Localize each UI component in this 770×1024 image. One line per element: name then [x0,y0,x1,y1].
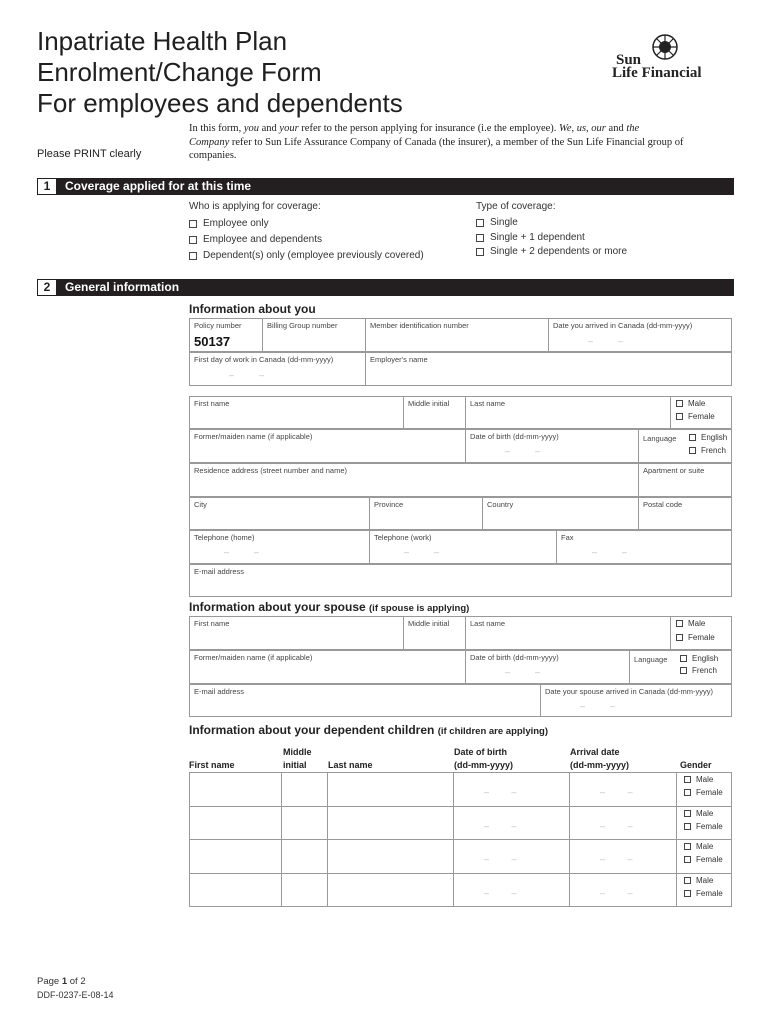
col-last-name: Last name [328,760,373,770]
you-row-email [189,564,732,597]
checkbox[interactable] [680,667,687,674]
col-arrival-2: (dd-mm-yyyy) [570,760,630,770]
child-3-male-option[interactable] [684,842,713,851]
phone-separators: – – [224,547,260,557]
checkbox[interactable] [476,219,484,227]
date-separators: – – [580,701,616,711]
option-label: Female [688,633,715,642]
intro-text: In this form, [189,123,244,134]
date-separators: – – [484,821,517,831]
date-separators: – – [484,854,517,864]
spouse-middle-initial-label: Middle initial [408,619,450,628]
first-day-label: First day of work in Canada (dd-mm-yyyy) [194,355,334,364]
city-label: City [194,500,207,509]
heading-note: (if children are applying) [437,726,549,737]
checkbox[interactable] [476,234,484,242]
section-number: 1 [37,178,57,195]
spouse-gender-female-option[interactable] [676,633,715,642]
row-divider [189,839,732,840]
checkbox[interactable] [189,252,197,260]
tel-work-label: Telephone (work) [374,533,432,542]
col-middle-initial-2: initial [283,760,307,770]
intro-text: you [243,123,259,134]
heading-text: Information about your dependent children [189,723,435,737]
date-separators: – – [505,446,541,456]
former-name-label: Former/maiden name (if applicable) [194,432,313,441]
divider [365,352,366,386]
phone-separators: – – [404,547,440,557]
page-number: 1 [61,976,68,987]
divider [482,497,483,530]
row-divider [189,873,732,874]
checkbox[interactable] [684,856,691,863]
date-separators: – – [505,667,541,677]
option-label: Female [696,855,723,864]
divider [369,530,370,564]
postal-label: Postal code [643,500,683,509]
option-label: Male [688,399,706,408]
page-indicator [37,976,86,987]
checkbox[interactable] [684,843,691,850]
fax-label: Fax [561,533,574,542]
option-label: Employee only [203,218,269,229]
spouse-dob-label: Date of birth (dd-mm-yyyy) [470,653,559,662]
dob-label: Date of birth (dd-mm-yyyy) [470,432,559,441]
divider [548,318,549,352]
date-separators: – – [600,787,633,797]
option-label: Male [696,842,714,851]
language-english-option[interactable] [689,433,727,442]
intro-text: and [259,123,280,134]
date-separators: – – [229,370,265,380]
divider [403,616,404,650]
divider [670,616,671,650]
date-separators: – – [484,888,517,898]
divider [629,650,630,684]
spouse-first-name-label: First name [194,619,230,628]
divider [670,396,671,429]
checkbox[interactable] [689,447,696,454]
option-label: Male [696,775,714,784]
you-row-name [189,396,732,429]
option-single-plus-2[interactable] [476,246,627,257]
section-title: Coverage applied for at this time [65,179,252,193]
checkbox[interactable] [676,620,683,627]
option-label: Female [696,788,723,797]
divider [369,497,370,530]
divider [540,684,541,717]
intro-text: refer to Sun Life Assurance Company of Canada (the insurer), a member of the Sun Life Financial group of companies. [189,136,684,161]
spouse-language-french-option[interactable] [680,666,717,675]
date-separators: – – [588,336,624,346]
sun-life-logo [612,30,737,84]
checkbox[interactable] [680,655,687,662]
divider [365,318,366,352]
checkbox[interactable] [684,823,691,830]
option-label: Female [696,889,723,898]
checkbox[interactable] [676,400,683,407]
intro-text: refer to the person applying for insurance (i.e the employee). [298,123,560,134]
spouse-former-name-label: Former/maiden name (if applicable) [194,653,313,662]
option-dependents-only[interactable] [189,250,424,261]
info-about-children-heading [189,723,548,737]
option-label: French [701,446,726,455]
date-arrived-label: Date you arrived in Canada (dd-mm-yyyy) [553,321,693,330]
employer-label: Employer's name [370,355,428,364]
child-1-female-option[interactable] [684,788,723,797]
divider [465,616,466,650]
child-3-female-option[interactable] [684,855,723,864]
type-coverage-label: Type of coverage: [476,201,556,212]
divider [638,497,639,530]
child-4-female-option[interactable] [684,889,723,898]
checkbox[interactable] [676,634,683,641]
option-employee-only[interactable] [189,218,269,229]
title-line-2: Enrolment/Change Form [37,57,322,87]
heading-note: (if spouse is applying) [369,603,470,614]
checkbox[interactable] [684,776,691,783]
col-gender: Gender [680,760,712,770]
sun-logo-icon [648,30,682,64]
you-row-telephone [189,530,732,564]
checkbox[interactable] [189,220,197,228]
print-clearly-note: Please PRINT clearly [37,148,142,160]
date-separators: – – [600,888,633,898]
language-label: Language [643,434,677,443]
email-label: E-mail address [194,567,245,576]
child-2-male-option[interactable] [684,809,713,818]
form-code: DDF-0237-E-08-14 [37,990,114,1000]
option-single[interactable] [476,217,518,228]
checkbox[interactable] [689,434,696,441]
option-label: Single + 1 dependent [490,232,585,243]
divider [465,650,466,684]
section-1-header [37,178,734,195]
divider [556,530,557,564]
option-label: Dependent(s) only (employee previously covered) [203,250,424,261]
col-dob-1: Date of birth [454,747,507,757]
page-text: of 2 [67,976,86,987]
policy-number-value[interactable]: 50137 [194,334,231,349]
col-first-name: First name [189,760,235,770]
option-label: English [692,654,719,663]
option-employee-dependents[interactable] [189,234,322,245]
intro-paragraph [189,122,729,163]
member-id-label: Member identification number [370,321,469,330]
date-separators: – – [600,821,633,831]
logo-text-life-financial: Life Financial [612,65,702,81]
divider [262,318,263,352]
divider [403,396,404,429]
billing-group-label: Billing Group number [267,321,338,330]
title-line-3: For employees and dependents [37,88,403,118]
checkbox[interactable] [189,236,197,244]
checkbox[interactable] [676,413,683,420]
option-label: English [701,433,728,442]
language-french-option[interactable] [689,446,726,455]
spouse-date-arrived-label: Date your spouse arrived in Canada (dd-mm-yyyy) [545,687,713,696]
option-label: Male [688,619,706,628]
info-about-spouse-heading [189,600,469,614]
option-label: Female [688,412,715,421]
checkbox[interactable] [476,248,484,256]
spouse-language-label: Language [634,655,668,664]
title-line-1: Inpatriate Health Plan [37,26,288,56]
form-title [37,26,403,119]
who-applying-label: Who is applying for coverage: [189,201,321,212]
logo-text-sun: Sun [616,52,642,68]
province-label: Province [374,500,404,509]
option-single-plus-1[interactable] [476,232,585,243]
country-label: Country [487,500,514,509]
row-divider [189,806,732,807]
date-separators: – – [600,854,633,864]
section-2-header [37,279,734,296]
col-arrival-1: Arrival date [570,747,620,757]
section-number: 2 [37,279,57,296]
spouse-last-name-label: Last name [470,619,506,628]
child-2-female-option[interactable] [684,822,723,831]
spouse-language-english-option[interactable] [680,654,718,663]
spouse-row-name [189,616,732,650]
divider [465,429,466,463]
intro-text: the [626,123,640,134]
last-name-label: Last name [470,399,506,408]
checkbox[interactable] [684,810,691,817]
info-about-you-heading: Information about you [189,302,316,316]
checkbox[interactable] [684,877,691,884]
intro-text: Company [189,136,230,148]
option-label: Male [696,876,714,885]
divider [465,396,466,429]
spouse-email-label: E-mail address [194,687,245,696]
gender-female-option[interactable] [676,412,715,421]
apartment-label: Apartment or suite [643,466,705,475]
option-label: Female [696,822,723,831]
option-label: Single [490,217,518,228]
section-title: General information [65,280,180,294]
page-text: Page [37,976,62,987]
divider [638,463,639,497]
child-4-male-option[interactable] [684,876,713,885]
phone-separators: – – [592,547,628,557]
checkbox[interactable] [684,789,691,796]
intro-text: We, us, our [559,123,606,134]
option-label: Single + 2 dependents or more [490,246,628,257]
middle-initial-label: Middle initial [408,399,450,408]
option-label: French [692,666,717,675]
col-dob-2: (dd-mm-yyyy) [454,760,514,770]
option-label: Employee and dependents [203,234,322,245]
gender-male-option[interactable] [676,399,705,408]
intro-text: your [279,123,299,134]
option-label: Male [696,809,714,818]
intro-text: and [605,123,627,134]
divider [638,429,639,463]
residence-label: Residence address (street number and name) [194,466,347,475]
col-middle-initial-1: Middle [283,747,312,757]
date-separators: – – [484,787,517,797]
first-name-label: First name [194,399,230,408]
tel-home-label: Telephone (home) [194,533,255,542]
checkbox[interactable] [684,890,691,897]
child-1-male-option[interactable] [684,775,713,784]
policy-number-label: Policy number [194,321,242,330]
heading-text: Information about your spouse [189,600,366,614]
spouse-gender-male-option[interactable] [676,619,705,628]
